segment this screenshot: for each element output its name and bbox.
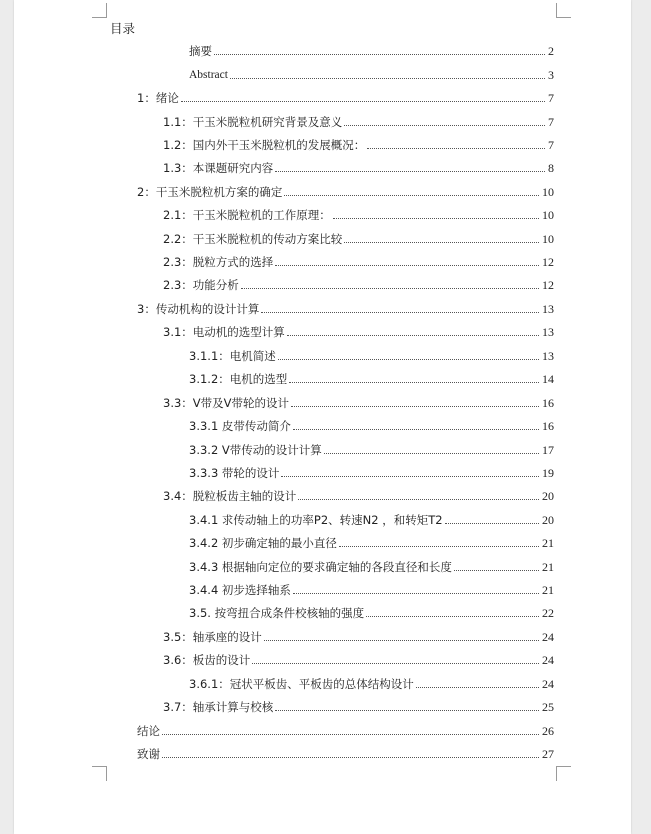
toc-entry-page: 12	[542, 255, 554, 269]
toc-entry-text: 2.3：脱粒方式的选择	[163, 255, 274, 269]
toc-leader-dots	[275, 710, 539, 711]
toc-entry-text: 3.4.2 初步确定轴的最小直径	[189, 536, 337, 550]
toc-leader-dots	[293, 593, 539, 594]
toc-entry-text: 1.1：干玉米脱粒机研究背景及意义	[163, 115, 343, 129]
toc-entry[interactable]	[163, 651, 554, 669]
toc-entry[interactable]	[189, 675, 554, 693]
toc-entry-page: 14	[542, 372, 554, 386]
toc-entry-text: 3.1.1：电机简述	[189, 349, 276, 363]
toc-leader-dots	[333, 218, 539, 219]
toc-leader-dots	[287, 335, 539, 336]
toc-entry-text: 3.6：板齿的设计	[163, 653, 251, 667]
toc-entry-text: 3.3.3 带轮的设计	[189, 466, 280, 480]
toc-entry-page: 24	[542, 677, 554, 691]
toc-leader-dots	[162, 734, 539, 735]
toc-leader-dots	[324, 453, 539, 454]
toc-entry[interactable]	[189, 66, 554, 84]
toc-entry-page: 24	[542, 630, 554, 644]
toc-leader-dots	[367, 148, 545, 149]
toc-entry-page: 7	[548, 91, 554, 105]
toc-entry-page: 22	[542, 606, 554, 620]
toc-entry-text: 3.3.2 V带传动的设计计算	[189, 443, 322, 457]
toc-entry-page: 17	[542, 443, 554, 457]
toc-entry[interactable]	[189, 604, 554, 622]
toc-entry-page: 3	[548, 68, 554, 82]
toc-entry-text: 3：传动机构的设计计算	[137, 302, 260, 316]
toc-entry-text: 3.4.4 初步选择轴系	[189, 583, 291, 597]
toc-entry-text: 致谢	[137, 747, 160, 761]
toc-entry[interactable]	[189, 42, 554, 60]
toc-entry-page: 8	[548, 161, 554, 175]
toc-leader-dots	[230, 78, 545, 79]
toc-entry-text: 3.4.3 根据轴向定位的要求确定轴的各段直径和长度	[189, 560, 452, 574]
toc-entry-text: 3.3.1 皮带传动简介	[189, 419, 291, 433]
toc-entry[interactable]	[163, 253, 554, 271]
toc-entry[interactable]	[137, 300, 554, 318]
toc-entry-text: 3.4：脱粒板齿主轴的设计	[163, 489, 297, 503]
toc-entry[interactable]	[189, 441, 554, 459]
toc-entry-page: 13	[542, 302, 554, 316]
toc-entry-page: 26	[542, 724, 554, 738]
toc-entry[interactable]	[163, 136, 554, 154]
toc-entry-page: 20	[542, 489, 554, 503]
toc-leader-dots	[366, 616, 539, 617]
toc-entry-page: 12	[542, 278, 554, 292]
toc-leader-dots	[293, 429, 539, 430]
toc-entry-text: 1：绪论	[137, 91, 179, 105]
toc-entry-text: 3.3：V带及V带轮的设计	[163, 396, 290, 410]
toc-entry-text: 3.1：电动机的选型计算	[163, 325, 285, 339]
toc-entry-text: Abstract	[189, 69, 228, 81]
toc-leader-dots	[214, 54, 545, 55]
toc-entry[interactable]	[189, 370, 554, 388]
toc-entry[interactable]	[189, 464, 554, 482]
toc-entry-page: 10	[542, 232, 554, 246]
toc-leader-dots	[264, 640, 539, 641]
toc-entry[interactable]	[137, 183, 554, 201]
toc-entry[interactable]	[163, 394, 554, 412]
toc-entry[interactable]	[163, 487, 554, 505]
toc-entry[interactable]	[163, 276, 554, 294]
toc-entry-text: 1.2：国内外干玉米脱粒机的发展概况：	[163, 138, 366, 152]
toc-entry[interactable]	[137, 745, 554, 763]
toc-entry-page: 16	[542, 396, 554, 410]
toc-leader-dots	[298, 499, 539, 500]
toc-entry[interactable]	[189, 511, 554, 529]
toc-entry[interactable]	[163, 230, 554, 248]
toc-leader-dots	[181, 101, 545, 102]
toc-leader-dots	[275, 265, 539, 266]
toc-entry[interactable]	[163, 323, 554, 341]
toc-leader-dots	[261, 312, 539, 313]
toc-entry-page: 27	[542, 747, 554, 761]
toc-entry[interactable]	[163, 206, 554, 224]
toc-entry-page: 10	[542, 185, 554, 199]
toc-entry-page: 7	[548, 115, 554, 129]
toc-entry-text: 3.6.1：冠状平板齿、平板齿的总体结构设计	[189, 677, 414, 691]
toc-entry-text: 2：干玉米脱粒机方案的确定	[137, 185, 283, 199]
toc-entry-page: 20	[542, 513, 554, 527]
toc-leader-dots	[339, 546, 539, 547]
toc-entry-page: 21	[542, 560, 554, 574]
toc-title: 目录	[110, 21, 136, 36]
toc-entry[interactable]	[137, 722, 554, 740]
toc-entry-page: 16	[542, 419, 554, 433]
toc-entry-page: 7	[548, 138, 554, 152]
toc-entry-text: 3.7：轴承计算与校核	[163, 700, 274, 714]
toc-entry-page: 13	[542, 349, 554, 363]
toc-entry[interactable]	[189, 417, 554, 435]
toc-entry[interactable]	[189, 558, 554, 576]
toc-entry[interactable]	[163, 698, 554, 716]
toc-entry[interactable]	[137, 89, 554, 107]
toc-leader-dots	[291, 406, 539, 407]
toc-entry[interactable]	[189, 581, 554, 599]
toc-leader-dots	[344, 242, 539, 243]
toc-leader-dots	[281, 476, 539, 477]
toc-entry-text: 摘要	[189, 44, 212, 58]
toc-entry[interactable]	[189, 534, 554, 552]
toc-leader-dots	[252, 663, 539, 664]
toc-entry-page: 21	[542, 536, 554, 550]
toc-entry-text: 1.3：本课题研究内容	[163, 161, 274, 175]
toc-leader-dots	[241, 288, 539, 289]
toc-entry-text: 2.3：功能分析	[163, 278, 239, 292]
toc-entry-page: 24	[542, 653, 554, 667]
toc-entry-page: 19	[542, 466, 554, 480]
toc-leader-dots	[454, 570, 539, 571]
toc-leader-dots	[162, 757, 539, 758]
toc-entry-page: 2	[548, 44, 554, 58]
toc-entry[interactable]	[163, 628, 554, 646]
toc-leader-dots	[344, 125, 545, 126]
toc-entry[interactable]	[163, 159, 554, 177]
toc-entry-text: 3.4.1 求传动轴上的功率P2、转速N2 ，和转矩T2	[189, 513, 443, 527]
toc-entry-text: 3.1.2：电机的选型	[189, 372, 288, 386]
toc-leader-dots	[445, 523, 539, 524]
toc-leader-dots	[275, 171, 545, 172]
toc-entry-text: 结论	[137, 724, 160, 738]
toc-leader-dots	[284, 195, 539, 196]
toc-leader-dots	[289, 382, 539, 383]
toc-entry-page: 10	[542, 208, 554, 222]
toc-leader-dots	[416, 687, 539, 688]
toc-leader-dots	[278, 359, 539, 360]
toc-entry-text: 3.5：轴承座的设计	[163, 630, 262, 644]
toc-entry-page: 13	[542, 325, 554, 339]
toc-entry-page: 21	[542, 583, 554, 597]
toc-entry-text: 3.5. 按弯扭合成条件校核轴的强度	[189, 606, 365, 620]
toc-entry-page: 25	[542, 700, 554, 714]
toc-entry[interactable]	[189, 347, 554, 365]
toc-entry-text: 2.2：干玉米脱粒机的传动方案比较	[163, 232, 343, 246]
toc-entry-text: 2.1：干玉米脱粒机的工作原理：	[163, 208, 331, 222]
toc-entry[interactable]	[163, 113, 554, 131]
